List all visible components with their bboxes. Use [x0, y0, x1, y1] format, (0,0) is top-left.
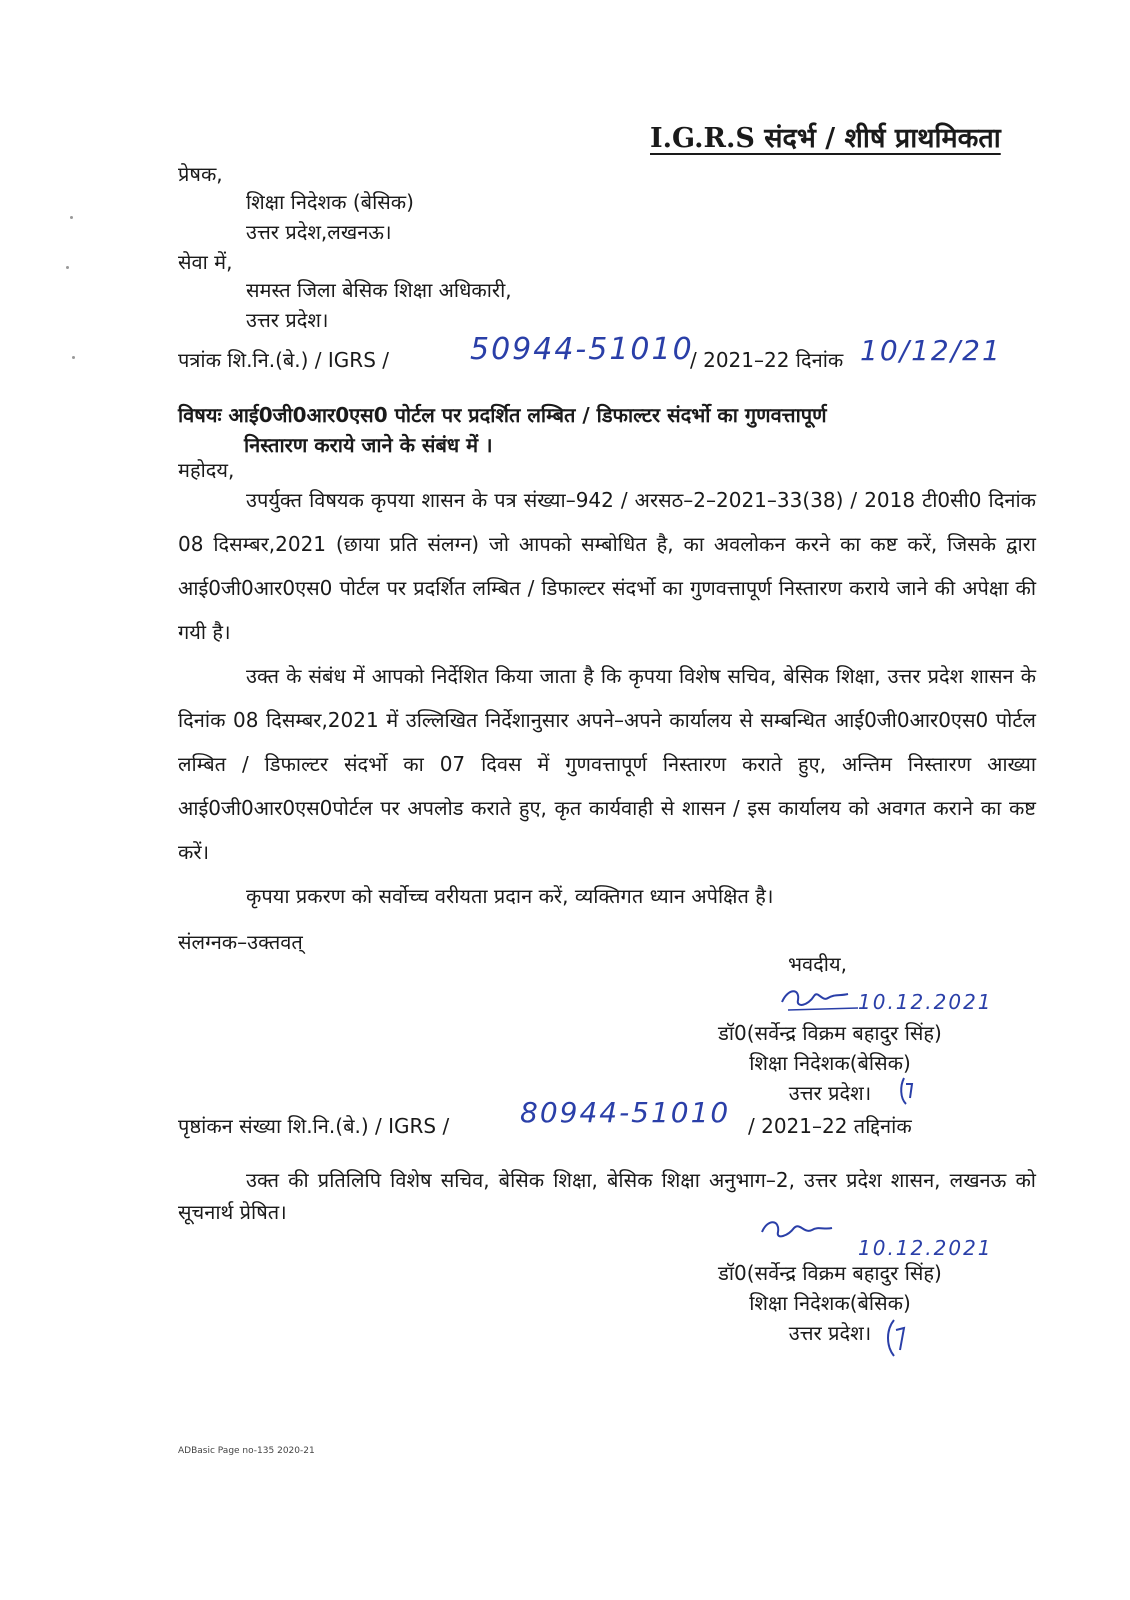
salutation: महोदय, [178, 458, 235, 482]
copy-paragraph: उक्त की प्रतिलिपि विशेष सचिव, बेसिक शिक्षा, बेसिक शिक्षा अनुभाग–2, उत्तर प्रदेश शासन, लखनऊ को सूचनार्थ प्रेषित। [178, 1168, 1036, 1224]
signatory-1-title: शिक्षा निदेशक(बेसिक) [749, 1051, 911, 1075]
reference-handwritten-number: 50944-51010 [470, 332, 694, 367]
scan-speck [66, 266, 69, 269]
paragraph-2: उक्त के संबंध में आपको निर्देशित किया जाता है कि कृपया विशेष सचिव, बेसिक शिक्षा, उत्तर प्रदेश शासन के दिनांक 08 दिसम्बर,2021 में उल्लिखित निर्देशानुसार अपने–अपने कार्यालय से सम्बन्धित आई0जी0आर0एस0 पोर्टल लम्बित / डिफाल्टर संदर्भो का 07 दिवस में गुणवत्तापूर्ण निस्तारण कराते हुए, अन्तिम निस्तारण आख्या आई0जी0आर0एस0पोर्टल पर अपलोड कराते हुए, कृत कार्यवाही से शासन / इस कार्यालय को अवगत कराने का कष्ट करें। [178, 664, 1036, 864]
signature-mark-1 [778, 984, 868, 1014]
endorsement-year: / 2021–22 तद्दिनांक [748, 1114, 912, 1138]
paragraph-1: उपर्युक्त विषयक कृपया शासन के पत्र संख्या–942 / अरसठ–2–2021–33(38) / 2018 टी0सी0 दिनांक 08 दिसम्बर,2021 (छाया प्रति संलग्न) जो आपको सम्बोधित है, का अवलोकन करने का कष्ट करें, जिसके द्वारा आई0जी0आर0एस0 पोर्टल पर प्रदर्शित लम्बित / डिफाल्टर संदर्भो का गुणवत्तापूर्ण निस्तारण कराये जाने की अपेक्षा की गयी है। [178, 488, 1036, 644]
recipient-label: सेवा में, [178, 250, 233, 274]
subject-line-2: निस्तारण कराये जाने के संबंध में । [244, 433, 493, 457]
reference-handwritten-date: 10/12/21 [860, 334, 1002, 367]
signatory-2-name: डॉ0(सर्वेन्द्र विक्रम बहादुर सिंह) [718, 1261, 942, 1285]
signature-mark-2 [758, 1216, 838, 1246]
signatory-1-name: डॉ0(सर्वेन्द्र विक्रम बहादुर सिंह) [718, 1021, 942, 1045]
subject-label: विषयः [178, 403, 222, 427]
sender-line-1: शिक्षा निदेशक (बेसिक) [246, 190, 414, 214]
endorsement-handwritten-number: 80944-51010 [520, 1096, 731, 1129]
recipient-line-2: उत्तर प्रदेश। [246, 308, 329, 332]
scan-speck [72, 356, 75, 359]
signature-date-1: 10.12.2021 [858, 990, 993, 1014]
subject-block [178, 400, 1036, 460]
reference-prefix: पत्रांक शि.नि.(बे.) / IGRS / [178, 348, 389, 372]
signatory-2-place: उत्तर प्रदेश। [788, 1321, 872, 1345]
enclosure-note: संलग्नक–उक्तवत् [178, 930, 303, 954]
recipient-line-1: समस्त जिला बेसिक शिक्षा अधिकारी, [246, 278, 512, 302]
signatory-2-title: शिक्षा निदेशक(बेसिक) [749, 1291, 911, 1315]
signature-date-2: 10.12.2021 [858, 1236, 993, 1260]
initial-mark-1 [898, 1076, 918, 1106]
endorsement-prefix: पृष्ठांकन संख्या शि.नि.(बे.) / IGRS / [178, 1114, 450, 1138]
scan-speck [70, 216, 73, 219]
reference-year: / 2021–22 दिनांक [690, 348, 844, 372]
signatory-block-2 [690, 1258, 970, 1348]
initial-mark-2 [884, 1316, 914, 1360]
paragraph-3: कृपया प्रकरण को सर्वोच्च वरीयता प्रदान करें, व्यक्तिगत ध्यान अपेक्षित है। [246, 884, 774, 908]
signatory-block-1 [690, 1018, 970, 1108]
priority-heading: I.G.R.S संदर्भ / शीर्ष प्राथमिकता [650, 123, 1001, 154]
closing: भवदीय, [788, 952, 847, 976]
signatory-1-place: उत्तर प्रदेश। [788, 1081, 872, 1105]
sender-label: प्रेषक, [178, 162, 223, 186]
footer-note: ADBasic Page no-135 2020-21 [178, 1446, 315, 1456]
sender-line-2: उत्तर प्रदेश,लखनऊ। [246, 220, 392, 244]
subject-line-1: आई0जी0आर0एस0 पोर्टल पर प्रदर्शित लम्बित / डिफाल्टर संदर्भो का गुणवत्तापूर्ण [228, 403, 827, 427]
